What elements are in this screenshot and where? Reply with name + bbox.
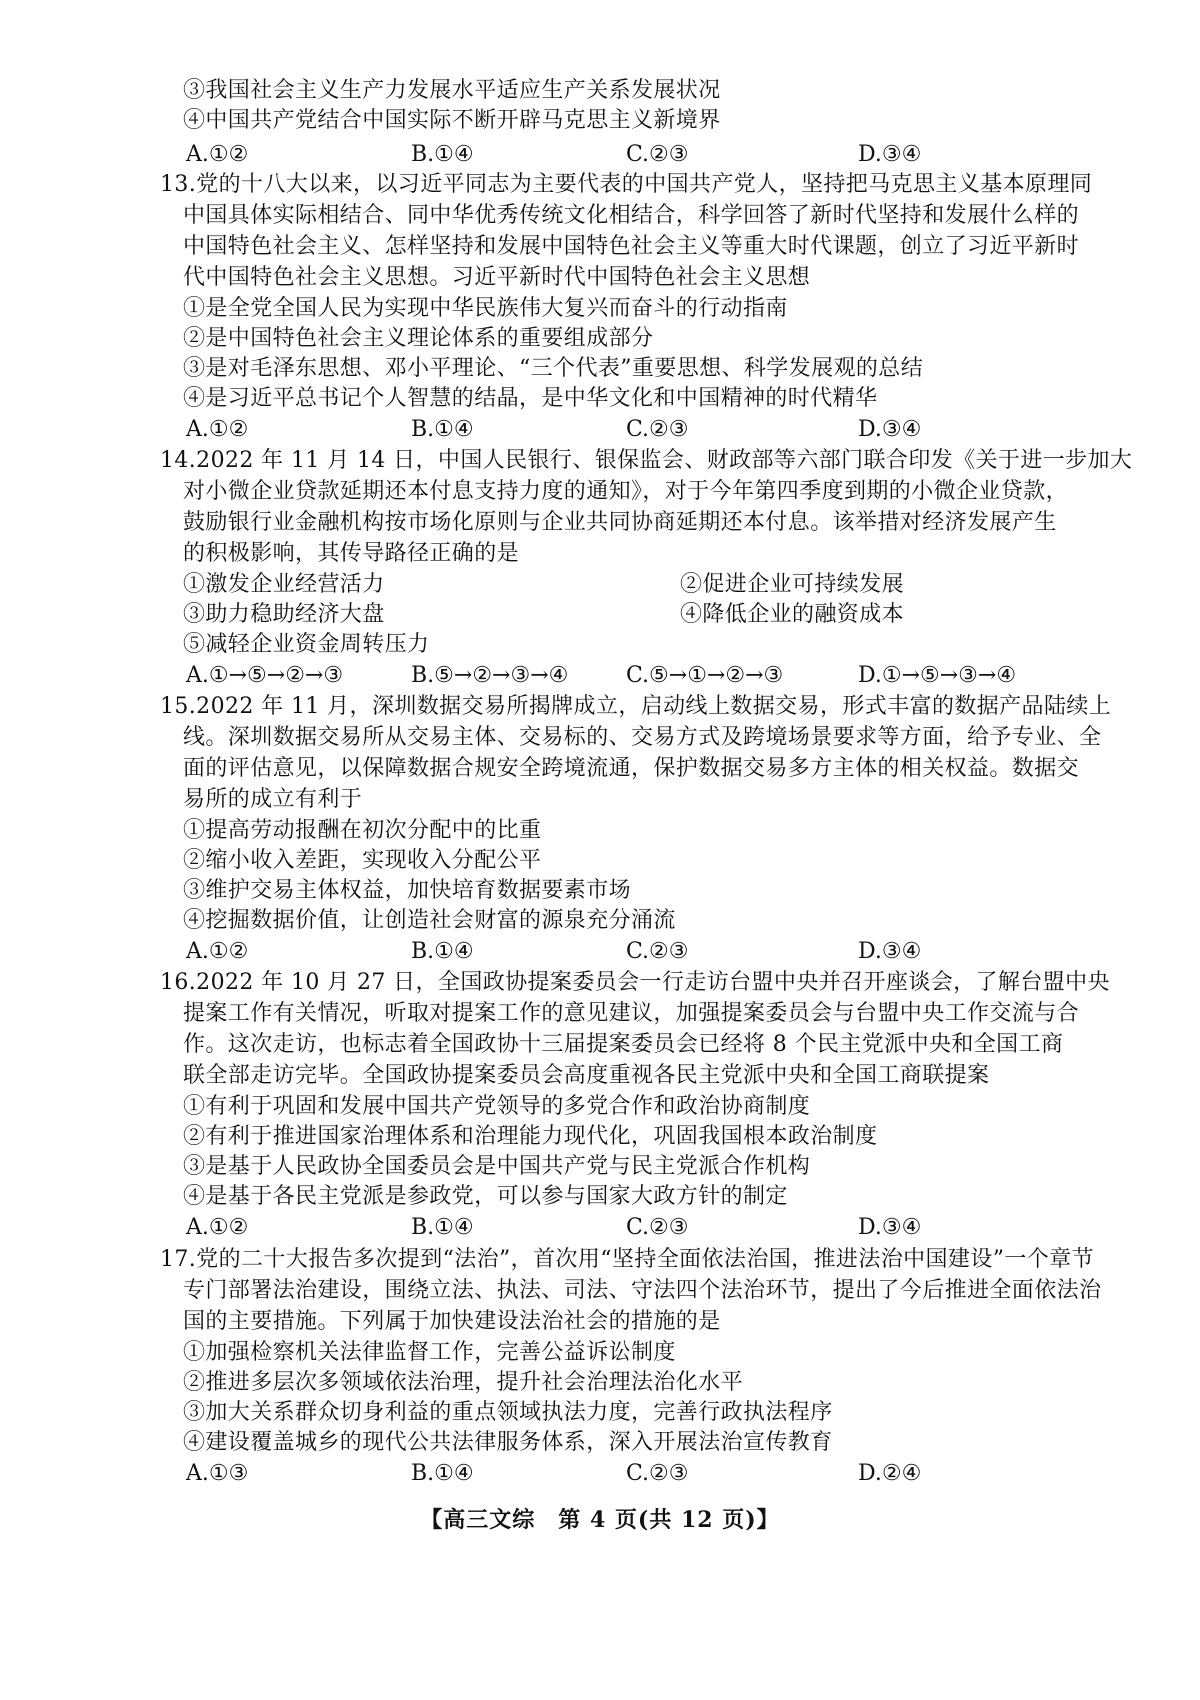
q17-option-3: ③加大关系群众切身利益的重点领域执法力度，完善行政执法程序 (183, 1400, 833, 1425)
q16-choice-b: B.①④ (411, 1215, 474, 1240)
q14-option-1: ①激发企业经营活力 (183, 572, 385, 597)
q12-choice-b: B.①④ (411, 142, 474, 167)
q14-choice-b: B.⑤→②→③→④ (411, 663, 569, 688)
q13-option-2: ②是中国特色社会主义理论体系的重要组成部分 (183, 326, 654, 351)
q13-choice-b: B.①④ (411, 417, 474, 442)
q12-choice-a: A.①② (186, 142, 249, 167)
q15-option-2: ②缩小收入差距，实现收入分配公平 (183, 848, 542, 873)
q15-choice-d: D.③④ (858, 939, 922, 964)
q15-choice-c: C.②③ (626, 939, 689, 964)
q15-option-4: ④挖掘数据价值，让创造社会财富的源泉充分涌流 (183, 908, 676, 933)
q14-option-3: ③助力稳助经济大盘 (183, 602, 385, 627)
q17-choice-d: D.②④ (858, 1461, 922, 1486)
q16-choices (186, 1213, 1086, 1243)
q16-choice-d: D.③④ (858, 1215, 922, 1240)
q13-option-4: ④是习近平总书记个人智慧的结晶，是中华文化和中国精神的时代精华 (183, 386, 878, 411)
q12-choices (186, 140, 1086, 170)
q12-option-3: ③我国社会主义生产力发展水平适应生产关系发展状况 (183, 78, 721, 103)
q17-stem-line-3: 国的主要措施。下列属于加快建设法治社会的措施的是 (183, 1309, 721, 1334)
q16-stem-line-3: 作。这次走访，也标志着全国政协十三届提案委员会已经将 8 个民主党派中央和全国工商 (183, 1032, 1064, 1057)
q17-stem-line-2: 专门部署法治建设，围绕立法、执法、司法、守法四个法治环节，提出了今后推进全面依法治 (183, 1278, 1102, 1303)
q16-stem-line-2: 提案工作有关情况，听取对提案工作的意见建议，加强提案委员会与台盟中央工作交流与合 (183, 1001, 1080, 1026)
q14-option-2: ②促进企业可持续发展 (680, 572, 905, 597)
q15-option-3: ③维护交易主体权益，加快培育数据要素市场 (183, 878, 632, 903)
q17-option-2: ②推进多层次多领域依法治理，提升社会治理法治化水平 (183, 1370, 744, 1395)
q16-option-4: ④是基于各民主党派是参政党，可以参与国家大政方针的制定 (183, 1184, 788, 1209)
q15-stem-line-2: 线。深圳数据交易所从交易主体、交易标的、交易方式及跨境场景要求等方面，给予专业、全 (183, 725, 1102, 750)
q14-choice-d: D.①→⑤→③→④ (858, 663, 1017, 688)
q15-option-1: ①提高劳动报酬在初次分配中的比重 (183, 818, 542, 843)
q16-option-3: ③是基于人民政协全国委员会是中国共产党与民主党派合作机构 (183, 1154, 811, 1179)
q14-option-4: ④降低企业的融资成本 (680, 602, 905, 627)
q16-choice-c: C.②③ (626, 1215, 689, 1240)
q17-choice-a: A.①③ (186, 1461, 249, 1486)
q13-choice-c: C.②③ (626, 417, 689, 442)
q15-choices (186, 937, 1086, 967)
q13-stem-line-2: 中国具体实际相结合、同中华优秀传统文化相结合，科学回答了新时代坚持和发展什么样的 (183, 203, 1080, 228)
q15-stem-line-1: 15.2022 年 11 月，深圳数据交易所揭牌成立，启动线上数据交易，形式丰富的数据产品陆续上 (160, 694, 1112, 719)
q15-choice-b: B.①④ (411, 939, 474, 964)
q14-stem-line-1: 14.2022 年 11 月 14 日，中国人民银行、银保监会、财政部等六部门联合印发《关于进一步加大 (160, 448, 1133, 473)
q16-stem-line-1: 16.2022 年 10 月 27 日，全国政协提案委员会一行走访台盟中央并召开座谈会，了解台盟中央 (160, 970, 1110, 995)
q16-option-1: ①有利于巩固和发展中国共产党领导的多党合作和政治协商制度 (183, 1094, 811, 1119)
q14-option-5: ⑤减轻企业资金周转压力 (183, 632, 430, 657)
q14-choice-a: A.①→⑤→②→③ (186, 663, 344, 688)
q17-choice-b: B.①④ (411, 1461, 474, 1486)
q13-stem-line-1: 13.党的十八大以来，以习近平同志为主要代表的中国共产党人，坚持把马克思主义基本原理同 (160, 172, 1093, 197)
q13-stem-line-4: 代中国特色社会主义思想。习近平新时代中国特色社会主义思想 (183, 265, 811, 290)
q15-stem-line-3: 面的评估意见，以保障数据合规安全跨境流通，保护数据交易多方主体的相关权益。数据交 (183, 756, 1080, 781)
q17-choice-c: C.②③ (626, 1461, 689, 1486)
q16-option-2: ②有利于推进国家治理体系和治理能力现代化，巩固我国根本政治制度 (183, 1124, 878, 1149)
q17-choices (186, 1459, 1086, 1489)
q13-stem-line-3: 中国特色社会主义、怎样坚持和发展中国特色社会主义等重大时代课题，创立了习近平新时 (183, 234, 1080, 259)
q17-stem-line-1: 17.党的二十大报告多次提到“法治”，首次用“坚持全面依法治国，推进法治中国建设”一个章节 (160, 1247, 1094, 1272)
q13-option-1: ①是全党全国人民为实现中华民族伟大复兴而奋斗的行动指南 (183, 296, 788, 321)
q16-stem-line-4: 联全部走访完毕。全国政协提案委员会高度重视各民主党派中央和全国工商联提案 (183, 1063, 990, 1088)
q14-stem-line-2: 对小微企业贷款延期还本付息支持力度的通知》，对于今年第四季度到期的小微企业贷款， (183, 479, 1069, 504)
q17-option-4: ④建设覆盖城乡的现代公共法律服务体系，深入开展法治宣传教育 (183, 1430, 833, 1455)
q12-choice-c: C.②③ (626, 142, 689, 167)
q13-choice-a: A.①② (186, 417, 249, 442)
q17-option-1: ①加强检察机关法律监督工作，完善公益诉讼制度 (183, 1340, 676, 1365)
q13-option-3: ③是对毛泽东思想、邓小平理论、“三个代表”重要思想、科学发展观的总结 (183, 356, 924, 381)
page-footer: 【高三文综 第 4 页(共 12 页)】 (420, 1507, 780, 1533)
q12-choice-d: D.③④ (858, 142, 922, 167)
q14-stem-line-3: 鼓励银行业金融机构按市场化原则与企业共同协商延期还本付息。该举措对经济发展产生 (183, 510, 1057, 535)
q15-choice-a: A.①② (186, 939, 249, 964)
q15-stem-line-4: 易所的成立有利于 (183, 787, 363, 812)
q14-choice-c: C.⑤→①→②→③ (626, 663, 784, 688)
q13-choices (186, 415, 1086, 445)
q16-choice-a: A.①② (186, 1215, 249, 1240)
q14-stem-line-4: 的积极影响，其传导路径正确的是 (183, 541, 520, 566)
q14-choices (186, 661, 1086, 691)
q12-option-4: ④中国共产党结合中国实际不断开辟马克思主义新境界 (183, 108, 721, 133)
q13-choice-d: D.③④ (858, 417, 922, 442)
